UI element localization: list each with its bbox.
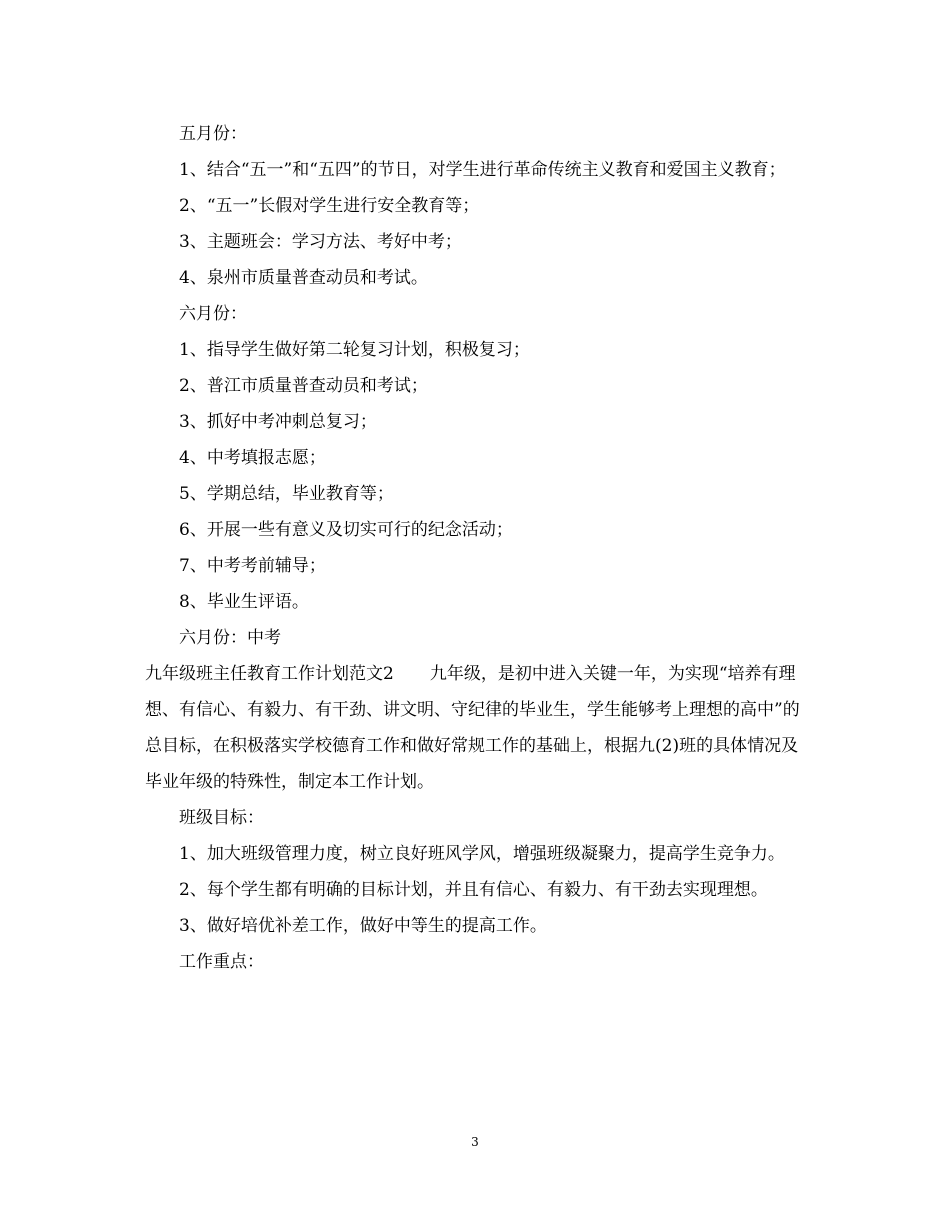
paragraph-class-goals-heading: 班级目标： [179, 808, 264, 828]
paragraph-june-item-8: 8、毕业生评语。 [179, 592, 309, 612]
paragraph-class-goal-2: 2、每个学生都有明确的目标计划，并且有信心、有毅力、有干劲去实现理想。 [179, 880, 768, 900]
paragraph-may-item-4: 4、泉州市质量普查动员和考试。 [179, 268, 428, 288]
paragraph-june-item-5: 5、学期总结，毕业教育等； [179, 484, 394, 504]
section2-body: 九年级，是初中进入关键一年，为实现“培养有理想、有信心、有毅力、有干劲、讲文明、守纪律的毕业生，学生能够考上理想的高中”的总目标，在积极落实学校德育工作和做好常规工作的基础上，根据九(2)班的具体情况及毕业年级的特殊性，制定本工作计划。 [145, 664, 800, 792]
paragraph-june-item-2: 2、普江市质量普查动员和考试； [179, 376, 428, 396]
paragraph-june-item-3: 3、抓好中考冲刺总复习； [179, 412, 377, 432]
paragraph-june-heading: 六月份： [179, 304, 247, 324]
paragraph-june-item-1: 1、指导学生做好第二轮复习计划，积极复习； [179, 340, 530, 360]
section2-paragraph [145, 656, 805, 800]
paragraph-may-item-2: 2、“五一”长假对学生进行安全教育等； [179, 196, 480, 216]
paragraph-work-focus-heading: 工作重点： [179, 952, 264, 972]
paragraph-june-item-6: 6、开展一些有意义及切实可行的纪念活动； [179, 520, 513, 540]
paragraph-june-exam: 六月份：中考 [179, 628, 281, 648]
paragraph-may-item-1: 1、结合“五一”和“五四”的节日，对学生进行革命传统主义教育和爱国主义教育； [179, 160, 786, 180]
document-body [145, 116, 805, 980]
section2-title: 九年级班主任教育工作计划范文2 [145, 664, 394, 684]
paragraph-class-goal-3: 3、做好培优补差工作，做好中等生的提高工作。 [179, 916, 547, 936]
paragraph-june-item-7: 7、中考考前辅导； [179, 556, 326, 576]
page-number: 3 [471, 1135, 479, 1149]
paragraph-class-goal-1: 1、加大班级管理力度，树立良好班风学风，增强班级凝聚力，提高学生竞争力。 [179, 844, 785, 864]
paragraph-may-heading: 五月份： [179, 124, 247, 144]
paragraph-may-item-3: 3、主题班会：学习方法、考好中考； [179, 232, 462, 252]
paragraph-june-item-4: 4、中考填报志愿； [179, 448, 326, 468]
